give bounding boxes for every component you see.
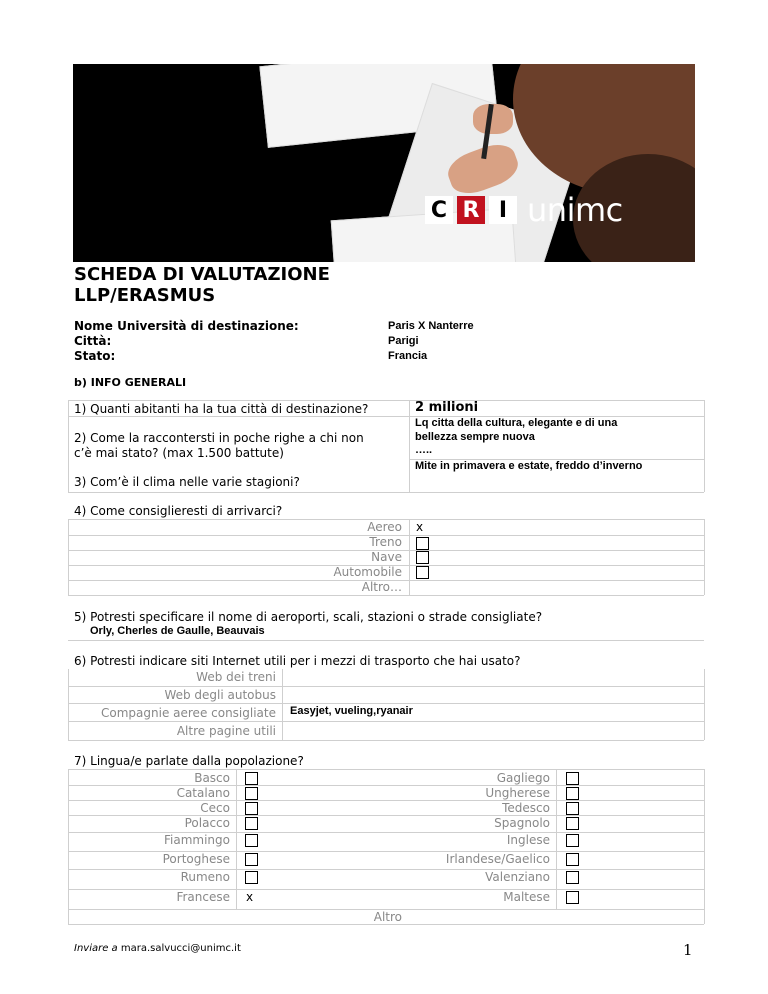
- language-checkbox-right[interactable]: [566, 787, 579, 800]
- language-label-left: Francese: [176, 890, 230, 904]
- grid-line: [68, 800, 400, 801]
- q6-row-label: Web degli autobus: [164, 688, 276, 702]
- language-checkbox-right[interactable]: [566, 802, 579, 815]
- q5-text: 5) Potresti specificare il nome di aeroporti, scali, stazioni o strade consigliate?: [74, 610, 543, 624]
- footer-contact: Inviare a mara.salvucci@unimc.it: [74, 943, 241, 954]
- language-label-left: Fiammingo: [164, 833, 230, 847]
- q3-text: 3) Com’è il clima nelle varie stagioni?: [74, 475, 300, 489]
- grid-line: [400, 815, 704, 816]
- grid-line: [400, 785, 704, 786]
- language-label-right: Inglese: [506, 833, 550, 847]
- language-label-right: Irlandese/Gaelico: [445, 852, 550, 866]
- q2-text-line2: c’è mai stato? (max 1.500 battute): [74, 446, 284, 460]
- language-checkbox-left[interactable]: [245, 817, 258, 830]
- q4-nave-checkbox[interactable]: [416, 551, 429, 564]
- q6-row-label: Web dei treni: [196, 670, 276, 684]
- country-value: Francia: [388, 350, 428, 362]
- grid-line: [400, 889, 704, 890]
- q4-treno-checkbox[interactable]: [416, 537, 429, 550]
- language-label-left: Polacco: [184, 816, 230, 830]
- q6-airlines-value: Easyjet, vueling,ryanair: [290, 705, 413, 717]
- q2-text-line1: 2) Come la raccontersti in poche righe a chi non: [74, 431, 364, 445]
- q1-text: 1) Quanti abitanti ha la tua città di destinazione?: [74, 402, 369, 416]
- q5-answer: Orly, Cherles de Gaulle, Beauvais: [90, 625, 265, 637]
- footer-email[interactable]: mara.salvucci@unimc.it: [120, 943, 241, 954]
- q2-answer-line3: …..: [415, 444, 433, 456]
- language-label-left: Basco: [194, 771, 230, 785]
- language-label-left: Portoghese: [162, 852, 230, 866]
- language-checkbox-right[interactable]: [566, 853, 579, 866]
- q4-automobile-checkbox[interactable]: [416, 566, 429, 579]
- page-number: 1: [683, 941, 693, 959]
- language-checkbox-right[interactable]: [566, 817, 579, 830]
- language-checkbox-left[interactable]: [245, 787, 258, 800]
- q2-answer-line1: Lq citta della cultura, elegante e di una: [415, 417, 618, 429]
- grid-line: [68, 851, 400, 852]
- q6-row-label: Compagnie aeree consigliate: [101, 706, 276, 720]
- language-label-left: Ceco: [200, 801, 230, 815]
- language-label-right: Valenziano: [485, 870, 550, 884]
- q4-aereo-mark[interactable]: x: [416, 520, 424, 534]
- language-mark-left[interactable]: x: [246, 890, 254, 904]
- cri-unimc-logo: C R I unimc: [425, 194, 623, 226]
- q4-text: 4) Come consiglieresti di arrivarci?: [74, 504, 283, 518]
- city-value: Parigi: [388, 335, 419, 347]
- q4-option-label: Altro…: [361, 580, 402, 594]
- header-banner: [73, 64, 695, 262]
- grid-line: [68, 832, 400, 833]
- q4-option-label: Aereo: [367, 520, 402, 534]
- grid-line: [400, 851, 704, 852]
- grid-line: [68, 815, 400, 816]
- q6-row-label: Altre pagine utili: [176, 724, 276, 738]
- language-checkbox-left[interactable]: [245, 871, 258, 884]
- city-label: Città:: [74, 334, 112, 348]
- page-title: SCHEDA DI VALUTAZIONE LLP/ERASMUS: [74, 264, 330, 306]
- language-label-right: Ungherese: [485, 786, 550, 800]
- language-label-right: Spagnolo: [494, 816, 550, 830]
- q4-option-label: Treno: [369, 535, 402, 549]
- q2-answer-line2: bellezza sempre nuova: [415, 431, 535, 443]
- language-checkbox-right[interactable]: [566, 772, 579, 785]
- grid-line: [400, 800, 704, 801]
- language-label-left: Catalano: [176, 786, 230, 800]
- language-checkbox-right[interactable]: [566, 871, 579, 884]
- language-label-right: Maltese: [503, 890, 550, 904]
- q3-answer: Mite in primavera e estate, freddo d’inverno: [415, 460, 643, 472]
- university-label: Nome Università di destinazione:: [74, 319, 299, 333]
- language-label-left: Rumeno: [180, 870, 230, 884]
- grid-line: [68, 785, 400, 786]
- q7-other-label: Altro: [373, 910, 402, 924]
- q7-text: 7) Lingua/e parlate dalla popolazione?: [74, 754, 304, 768]
- language-label-right: Tedesco: [502, 801, 550, 815]
- q1-answer: 2 milioni: [415, 400, 479, 415]
- q4-option-label: Automobile: [333, 565, 402, 579]
- language-checkbox-left[interactable]: [245, 802, 258, 815]
- section-heading: b) INFO GENERALI: [74, 376, 187, 389]
- country-label: Stato:: [74, 349, 116, 363]
- language-checkbox-right[interactable]: [566, 834, 579, 847]
- grid-line: [68, 889, 400, 890]
- grid-line: [400, 832, 704, 833]
- grid-line: [68, 869, 400, 870]
- q4-option-label: Nave: [371, 550, 402, 564]
- grid-line: [400, 869, 704, 870]
- q6-text: 6) Potresti indicare siti Internet utili per i mezzi di trasporto che hai usato?: [74, 654, 521, 668]
- language-checkbox-left[interactable]: [245, 834, 258, 847]
- language-label-right: Gagliego: [496, 771, 550, 785]
- university-value: Paris X Nanterre: [388, 320, 474, 332]
- language-checkbox-left[interactable]: [245, 853, 258, 866]
- language-checkbox-right[interactable]: [566, 891, 579, 904]
- language-checkbox-left[interactable]: [245, 772, 258, 785]
